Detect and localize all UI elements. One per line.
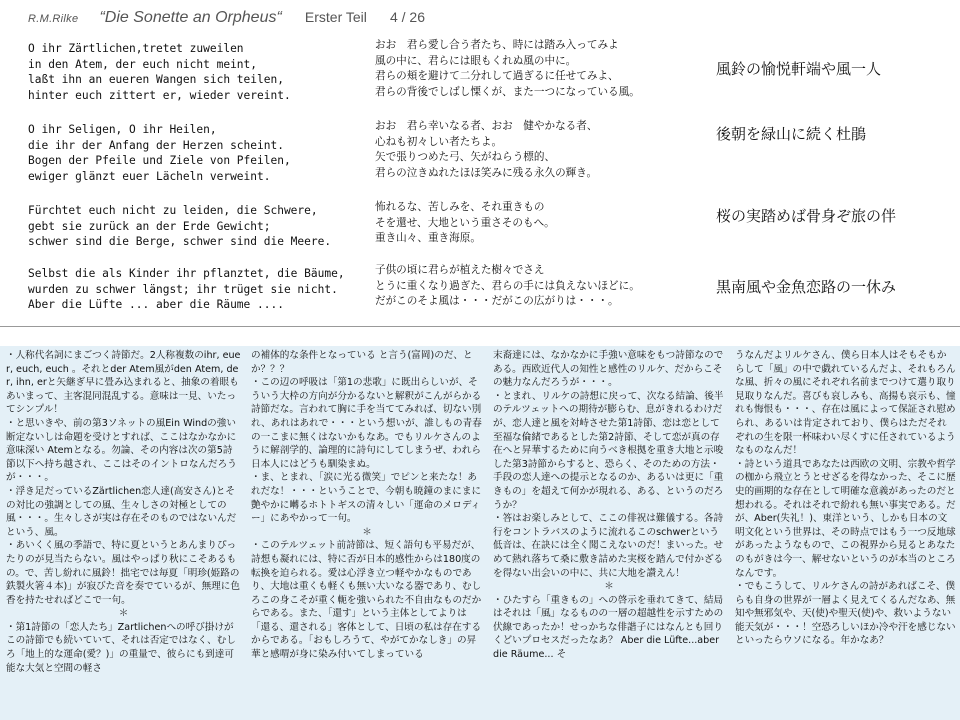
poem-line: O ihr Seligen, O ihr Heilen, xyxy=(28,123,217,136)
translation-line: 重き山々、重き海原。 xyxy=(375,232,481,245)
translation-stanza-1 xyxy=(375,38,695,119)
commentary-paragraph: ・第1詩節の「恋人たち」Zartlichenへの呼び掛けがこの詩節でも続いていて、それは否定ではなく、むしろ「地上的な運命(愛？)」の重量で、彼らにも到達可能な大気と空間の軽さ xyxy=(6,621,236,674)
poem-line: wurden zu schwer längst; ihr trüget sie nicht. xyxy=(28,282,338,296)
work-title: “Die Sonette an Orpheus“ xyxy=(99,9,282,26)
poem-line: Aber die Lüfte ... aber die Räume .... xyxy=(28,298,284,312)
translation-line: 君らの頬を避けて二分れして過ぎるに任せてみよ、 xyxy=(375,70,619,83)
haiku-1: 風鈴の愉悦軒端や風一人 xyxy=(716,60,882,78)
commentary-paragraph: ・詩という道具であなたは西欧の文明、宗教や哲学の枷から飛立とうとせざるを得なかった、そこに歴史的画期的な存在として明確な意義があったのだと想われる。それはそれで紛れも無い事実である。だが、Aber(失礼！)、東洋という、しかも日本の文明文化という世界は、その時点ではもう一つ反地球があったようなもので、この視界から見るとあなたのもがきは今一、解せないというのが本当のところなんです。 xyxy=(735,458,956,579)
section-star: ＊ xyxy=(118,608,129,620)
commentary-column-1 xyxy=(0,346,245,720)
commentary-paragraph: 末裔達には、なかなかに手強い意味をもつ詩節なのである。西欧近代人の知性と感性のリルケ、だからこその魅力なんだろうが・・・。 xyxy=(493,350,724,389)
japanese-translation xyxy=(375,38,695,344)
translation-line: 君らの背後でしばし慄くが、また一つになっている風。 xyxy=(375,85,640,98)
translation-line: そを還せ、大地という重さそのもへ。 xyxy=(375,216,555,229)
poem-line: hinter euch zittert er, wieder vereint. xyxy=(28,88,291,102)
page-indicator: 4 / 26 xyxy=(389,9,425,25)
poem-line: Bogen der Pfeile und Ziele von Pfeilen, xyxy=(28,154,291,168)
german-poem xyxy=(28,41,358,347)
part-label: Erster Teil xyxy=(304,9,367,25)
translation-stanza-3 xyxy=(375,200,695,263)
translation-stanza-2 xyxy=(375,119,695,200)
author-name: R.M.Rilke xyxy=(28,13,79,25)
translation-line: とうに重くなり過ぎた、君らの手には負えないほどに。 xyxy=(375,279,640,292)
poem-line: ewiger glänzt euer Lächeln verweint. xyxy=(28,169,271,183)
poem-line: Selbst die als Kinder ihr pflanztet, die Bäume, xyxy=(28,267,345,280)
commentary-paragraph: ・浮き足だっているZärtlichen恋人達(高安さん)とその対比の強調としての風、生々しさの対極としての風・・・。生々しさが実は存在そのものではないんだという、風。 xyxy=(6,485,237,538)
section-star: ＊ xyxy=(362,526,372,538)
commentary-paragraph: ・ひたすら「重きもの」への啓示を垂れてきて、結局はそれは「風」なるものの一層の超越性を示すための伏線であったか！せっかちな俳諧子にはなんとも回りくどいプロセスだったなあ？ Aber die Lüfte...aber die Räume... そ xyxy=(493,594,724,661)
translation-stanza-4 xyxy=(375,263,695,344)
poem-line: schwer sind die Berge, schwer sind die Meere. xyxy=(28,235,332,249)
translation-line: おお 君ら愛し合う者たち、時には踏み入ってみよ xyxy=(375,39,619,51)
haiku-4: 黒南風や金魚恋路の一休み xyxy=(716,278,897,296)
commentary-paragraph: ・とまれ、リルケの詩想に戻って、次なる結論、後半のテルツェットへの期待が膨らむ、息がきれるわけだが、恋人達と風を対峙させた第1詩節、恋は恋として至福な倫緒であるとした第2詩節、そして恋が真の存在へと昇華するために向うべき根拠を重き大地と示唆した第3詩節からすると、恐らく、そのための方法・手段の恋人達への提示となるのか、あるいは更に「重きもの」を超えて何かが現れる、ある、というのだろうか？ xyxy=(493,390,724,511)
translation-line: 君らの泣きぬれたほほ笑みに残る永久の輝き。 xyxy=(375,166,598,179)
commentary-paragraph: ・この辺の呼吸は「第1の悲歌」に既出らしいが、そういう大枠の方向が分かるないと解釈がこんがらかる詩節だな。言われて胸に手を当ててみれば、切ない別れ、あれはあれで・・・という想いが、誰しもの青春の一こまに無くはないかもなあ。でもリルケさんのように解剖学的、論理的に詩句にしてしまうぜ、われら日本人にはどうも馴染まぬ。 xyxy=(251,377,482,470)
poem-line: in den Atem, der euch nicht meint, xyxy=(28,57,258,71)
commentary-paragraph: ・あいくく風の季語で、特に夏というとあんまりぴったりのが見当たらない。風はやっぱり秋にこそあるもの。で、苦し紛れに風鈴！拙宅では毎夏「明珍(姫路の鉄製火箸４本)」が寂びた音を奏でているが、無理に色香を持たせればどこで一句。 xyxy=(6,540,240,606)
commentary-column-2 xyxy=(245,346,487,720)
commentary-paragraph: ・ま、とまれ、「涙に光る微笑」でピンと来たな！あれだな！・・・ということで、今朝も暁鐘のまにまに艶やかに囀るホトトギスの清々しい「運命のメロディー」にあやかって一句。 xyxy=(251,472,482,525)
commentary-paragraph: ・このテルツェット前詩節は、短く語句も平易だが、詩想も凝れには、特に否が日本的感性からは180度の転換を迫られる。愛は心浮き立つ軽やかなものであり、大地は重くも軽くも無い大いなる器であり、むしろこの身こそが重く軛を強いられた不自由なものだからである。また、「還す」という主体としてよりは「還る、還される」客体として、日頃の私は存在するからである。「おもしろうて、やがてかなしき」の昇華と感喟が身に染み付いてしまっている xyxy=(251,540,482,661)
poem-line: die ihr der Anfang der Herzen scheint. xyxy=(28,138,284,152)
stanza-1 xyxy=(28,41,358,122)
stanza-3 xyxy=(28,203,358,266)
commentary-paragraph: ・でもこうして、リルケさんの詩があればこそ、僕らも自身の世界が一層よく見えてくるんだなあ、無知や無邪気や、天(使)や聖天(使)や、救いようない能天気が・・・！空恐ろしいほか冷や汗を感じないといったらウソになる。年かなあ？ xyxy=(735,581,956,647)
poem-line: O ihr Zärtlichen,tretet zuweilen xyxy=(28,42,244,55)
translation-line: 風の中に、君らには眼もくれぬ風の中に。 xyxy=(375,54,577,67)
section-star: ＊ xyxy=(604,581,614,593)
commentary-column-3 xyxy=(487,346,729,720)
poem-line: gebt sie zurück an der Erde Gewicht; xyxy=(28,219,271,233)
haiku-2: 後朝を緑山に続く杜鵑 xyxy=(716,125,867,143)
translation-line: 矢で張りつめた弓、矢がねらう標的、 xyxy=(375,151,556,164)
translation-line: おお 君ら幸いなる者、おお 健やかなる者、 xyxy=(375,120,598,132)
commentary-paragraph: ・人称代名詞にまごつく詩節だ。2人称複数のihr, euer, euch, euch 。それとder Atem風がden Atem, der, ihn, erと矢継ぎ早に畳み込まれると、抽象の着眼もあいまって、主客混同混乱する。意味は一見、いたってシンプル！ xyxy=(6,350,241,416)
stanza-2 xyxy=(28,122,358,203)
translation-line: だがこのそよ風は・・・だがこの広がりは・・・。 xyxy=(375,295,619,308)
commentary-paragraph: の補体的な条件となっている と言う(富岡)のだ、とか？？？ xyxy=(251,350,473,375)
poem-line: Fürchtet euch nicht zu leiden, die Schwere, xyxy=(28,204,318,217)
page-header xyxy=(28,7,425,27)
commentary-paragraph: ・答はお楽しみとして、ここの俳祝は難儀する。各詩行をコントラバスのように流れるこのschwerという低音は、在訣には全く聞こえないのだ！まいった。せめて熱れ落ちて桑に敷き詰めた実桜を踏んで付かざるを得ない出会いの中に、共に大地を讃えん！ xyxy=(493,513,724,579)
translation-line: 心ねも初々しい者たちよ。 xyxy=(375,135,503,148)
commentary-paragraph: うなんだよリルケさん、僕ら日本人はそもそもからして「風」の中で戯れているんだよ、それもろんな風、折々の風にそれぞれ名前までつけて選り取り見取りなんだ。喜びも哀しみも、高揚も哀示も、憧れも悔恨も・・・、存在は風によって保証され慰められ、あるいは肯定されており、僕らはただそれぞれの生を限一杯味わい尽くすに任されているようなものなんだ！ xyxy=(735,350,956,457)
stanza-4 xyxy=(28,266,358,347)
commentary-paragraph: ・と思いきや、前の第3ソネットの風Ein Windの強い断定ないしは命題を受けとすれば、ここはなかなかに意味深い Atemとなる。勿論、その内容は次の第5詩節以下へ持ち越され、ここはそのイントロなんだろうが・・・。 xyxy=(6,417,237,484)
commentary-column-4 xyxy=(729,346,960,720)
translation-line: 子供の頃に君らが植えた樹々でさえ xyxy=(375,264,545,276)
section-divider xyxy=(0,326,960,327)
translation-line: 怖れるな、苦しみを、それ重きもの xyxy=(375,201,545,213)
haiku-3: 桜の実踏めば骨身ぞ旅の伴 xyxy=(716,207,897,225)
poem-line: laßt ihn an eueren Wangen sich teilen, xyxy=(28,73,284,87)
